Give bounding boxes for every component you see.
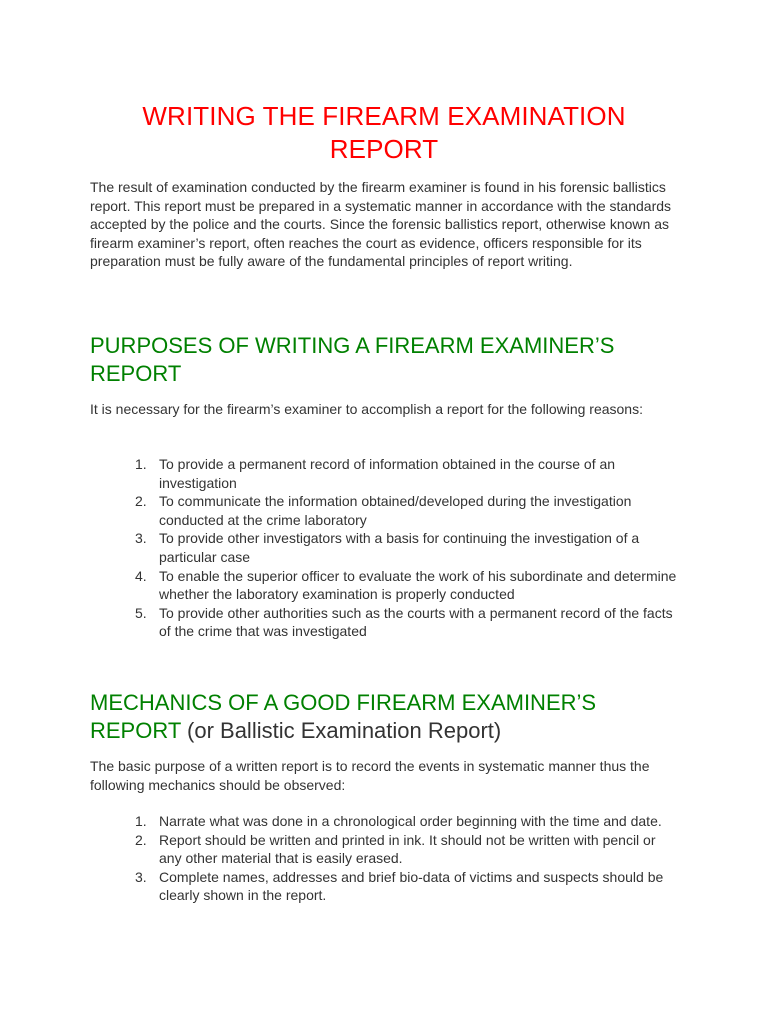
list-item <box>90 492 680 529</box>
list-item <box>90 812 680 831</box>
section-heading-purposes: PURPOSES OF WRITING A FIREARM EXAMINER’S REPORT <box>90 333 615 386</box>
section-heading-mechanics <box>90 689 690 745</box>
list-item <box>90 831 680 868</box>
list-item-text: Complete names, addresses and brief bio-data of victims and suspects should be clearly shown in the report. <box>159 868 664 904</box>
list-item-text: To provide other authorities such as the courts with a permanent record of the facts of the crime that was investigated <box>159 604 673 640</box>
list-item-text: Narrate what was done in a chronological order beginning with the time and date. <box>159 813 662 829</box>
list-item <box>90 567 680 604</box>
list-item-number: 4. <box>135 567 147 584</box>
list-item-text: To enable the superior officer to evaluate the work of his subordinate and determine whether the laboratory examination is properly conducted <box>159 567 677 603</box>
section-intro-mechanics: The basic purpose of a written report is to record the events in systematic manner thus the following mechanics should be observed: <box>90 758 650 793</box>
purposes-list <box>90 455 680 641</box>
document-title: WRITING THE FIREARM EXAMINATION REPORT <box>142 101 626 164</box>
list-item-text: To communicate the information obtained/developed during the investigation conducted at the crime laboratory <box>159 493 632 528</box>
list-item-number: 3. <box>135 868 147 885</box>
list-item-number: 5. <box>135 604 147 621</box>
list-item-text: To provide other investigators with a basis for continuing the investigation of a particular case <box>159 530 640 565</box>
list-item-number: 3. <box>135 530 147 547</box>
intro-paragraph: The result of examination conducted by the firearm examiner is found in his forensic ballistics report. This report must be prepared in a systematic manner in accordance with the standards accepted by the police and the courts. Since the forensic ballistics report, otherwise known as firearm examiner’s report, often reaches the court as evidence, officers responsible for its preparation must be fully aware of the fundamental principles of report writing. <box>90 179 672 270</box>
list-item-text: To provide a permanent record of information obtained in the course of an investigation <box>159 456 616 491</box>
list-item <box>90 604 680 641</box>
mechanics-list <box>90 812 680 905</box>
list-item-number: 1. <box>135 813 147 829</box>
section-heading-mechanics-main: MECHANICS OF A GOOD FIREARM EXAMINER’S REPORT <box>90 690 597 743</box>
list-item-number: 1. <box>135 456 147 472</box>
list-item-text: Report should be written and printed in ink. It should not be written with pencil or any other material that is easily erased. <box>159 831 656 867</box>
section-intro-purposes: It is necessary for the firearm’s examiner to accomplish a report for the following reasons: <box>90 401 643 417</box>
list-item-number: 2. <box>135 831 147 848</box>
list-item <box>90 455 680 492</box>
list-item <box>90 529 680 566</box>
list-item-number: 2. <box>135 493 147 510</box>
list-item <box>90 868 680 905</box>
section-heading-mechanics-suffix: (or Ballistic Examination Report) <box>187 718 502 743</box>
